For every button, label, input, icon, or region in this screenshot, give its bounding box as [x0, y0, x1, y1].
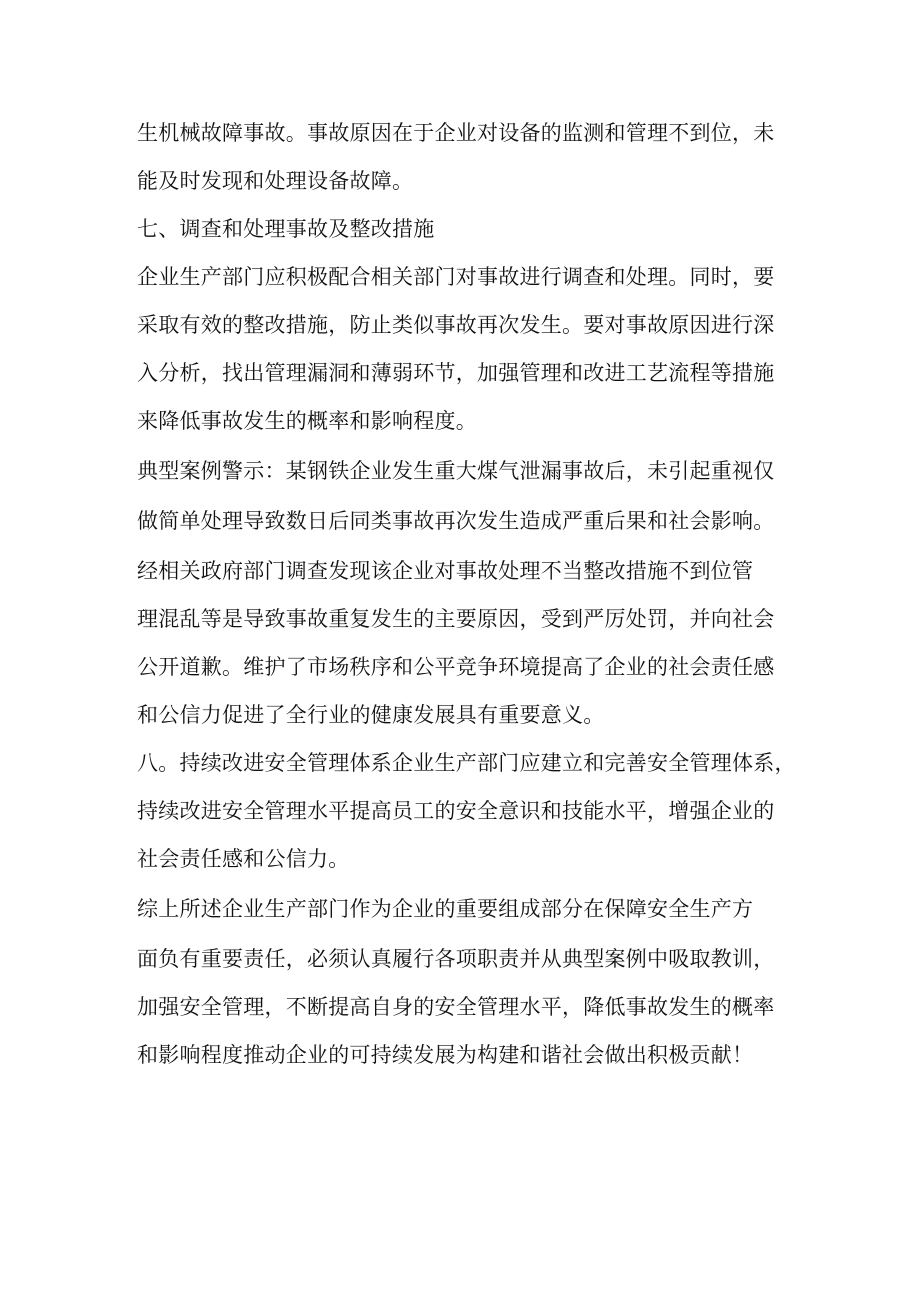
text-line: 公开道歉。维护了市场秩序和公平竞争环境提高了企业的社会责任感: [137, 655, 775, 679]
text-line: 加强安全管理，不断提高自身的安全管理水平，降低事故发生的概率: [137, 995, 775, 1019]
text-line: 能及时发现和处理设备故障。: [137, 169, 414, 193]
text-line: 面负有重要责任，必须认真履行各项职责并从典型案例中吸取教训，: [137, 947, 775, 971]
text-line: 综上所述企业生产部门作为企业的重要组成部分在保障安全生产方: [137, 897, 754, 921]
text-line: 做简单处理导致数日后同类事故再次发生造成严重后果和社会影响。: [137, 509, 775, 533]
section-heading: 八。持续改进安全管理体系企业生产部门应建立和完善安全管理体系，: [137, 751, 796, 775]
text-line: 经相关政府部门调查发现该企业对事故处理不当整改措施不到位管: [137, 559, 754, 583]
text-line: 生机械故障事故。事故原因在于企业对设备的监测和管理不到位，未: [137, 121, 775, 145]
text-line: 入分析，找出管理漏洞和薄弱环节，加强管理和改进工艺流程等措施: [137, 361, 775, 385]
text-line: 持续改进安全管理水平提高员工的安全意识和技能水平，增强企业的: [137, 799, 775, 823]
text-line: 和公信力促进了全行业的健康发展具有重要意义。: [137, 703, 605, 727]
text-line: 和影响程度推动企业的可持续发展为构建和谐社会做出积极贡献！: [137, 1043, 754, 1067]
text-line: 企业生产部门应积极配合相关部门对事故进行调查和处理。同时，要: [137, 265, 775, 289]
text-line: 来降低事故发生的概率和影响程度。: [137, 409, 477, 433]
text-line: 采取有效的整改措施，防止类似事故再次发生。要对事故原因进行深: [137, 313, 775, 337]
text-line: 理混乱等是导致事故重复发生的主要原因，受到严厉处罚，并向社会: [137, 607, 775, 631]
section-heading: 七、调查和处理事故及整改措施: [137, 217, 435, 241]
text-line: 典型案例警示：某钢铁企业发生重大煤气泄漏事故后，未引起重视仅: [137, 459, 775, 483]
text-line: 社会责任感和公信力。: [137, 847, 350, 871]
